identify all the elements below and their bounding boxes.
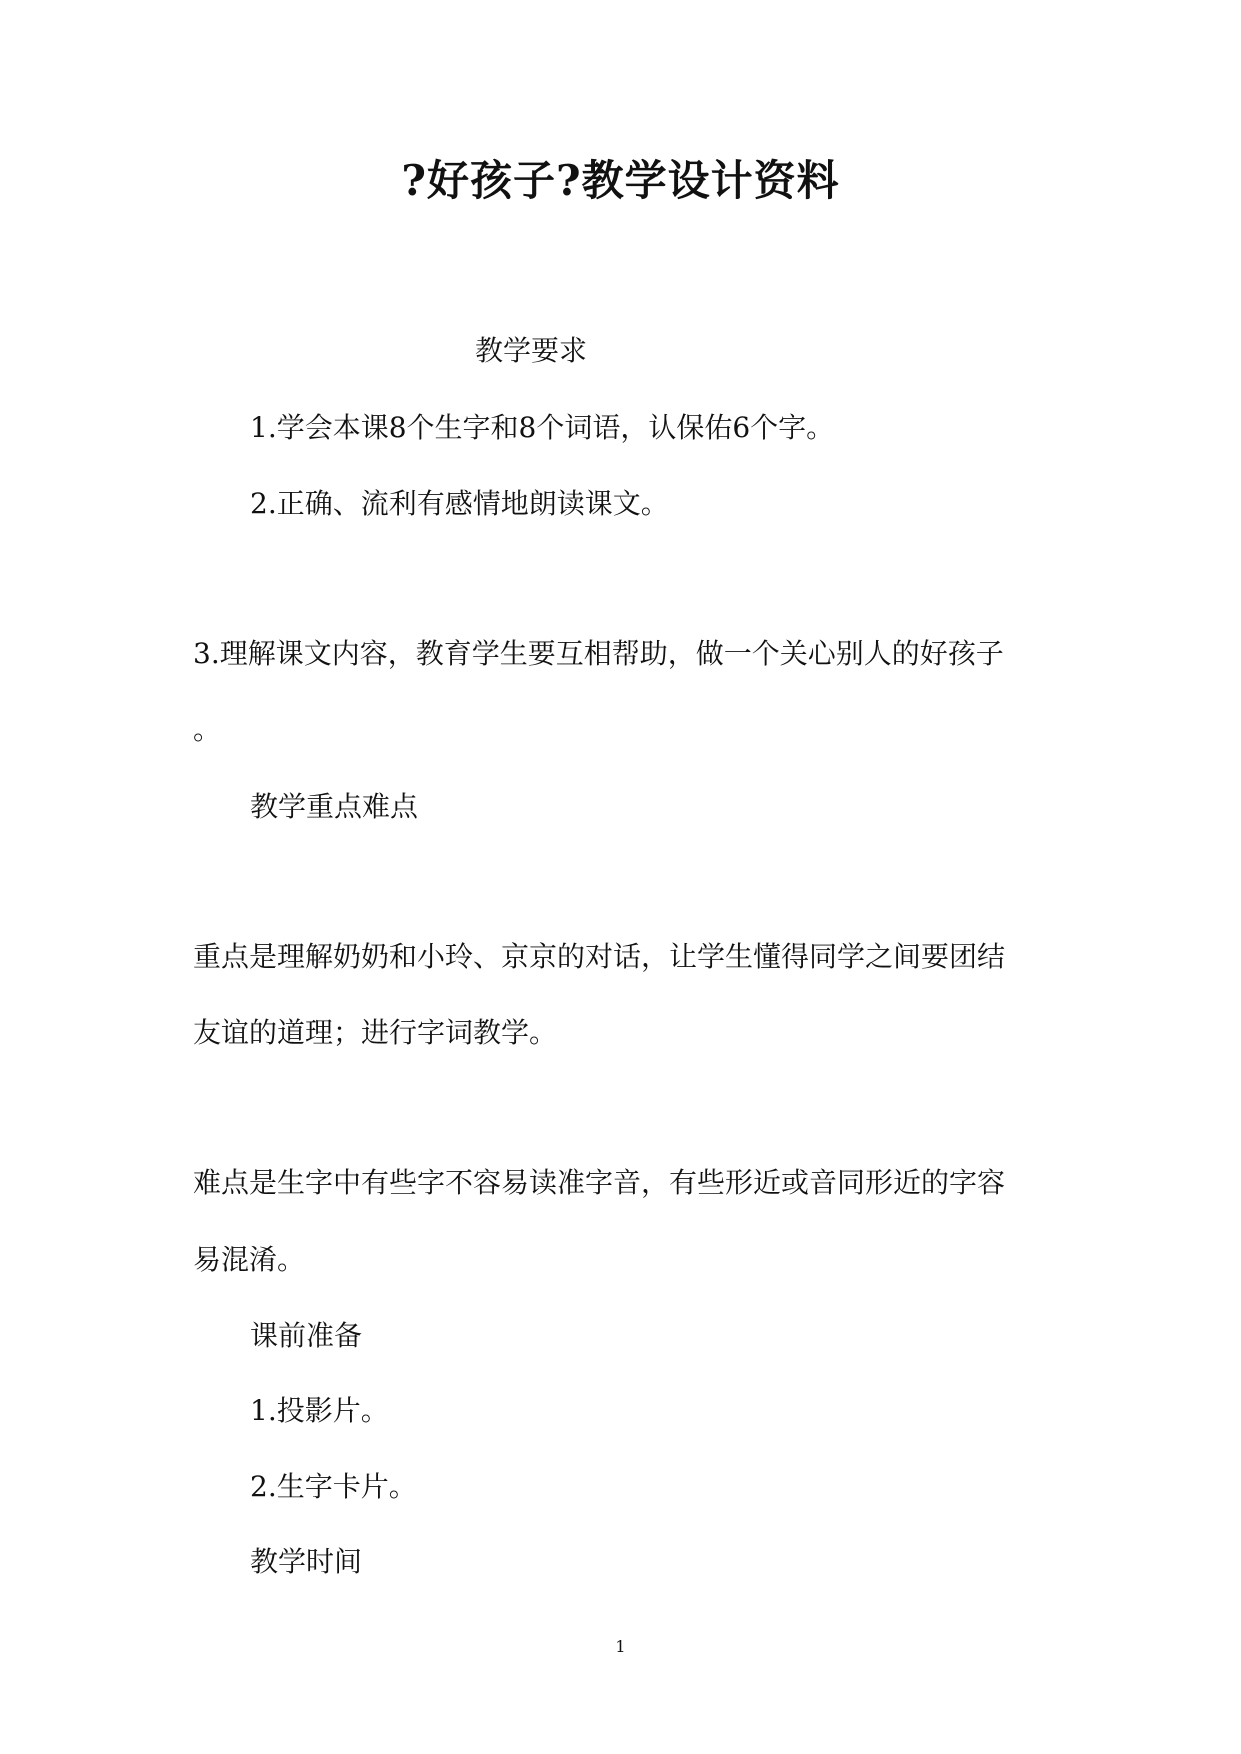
section-heading-key-points: 教学重点难点 (250, 790, 419, 823)
preparation-item-2: 2.生字卡片。 (250, 1470, 417, 1503)
preparation-item-1: 1.投影片。 (250, 1394, 389, 1427)
key-point-line-1: 重点是理解奶奶和小玲、京京的对话，让学生懂得同学之间要团结 (193, 940, 1006, 973)
document-title: ?好孩子?教学设计资料 (401, 156, 840, 205)
requirement-item-1: 1.学会本课8个生字和8个词语，认保佑6个字。 (250, 411, 835, 444)
difficulty-line-1: 难点是生字中有些字不容易读准字音，有些形近或音同形近的字容 (193, 1166, 1006, 1199)
section-heading-requirements: 教学要求 (475, 334, 588, 367)
requirement-item-2: 2.正确、流利有感情地朗读课文。 (250, 487, 669, 520)
difficulty-line-2: 易混淆。 (193, 1243, 306, 1276)
requirement-item-3-line-2: 。 (193, 713, 222, 746)
page-number: 1 (615, 1637, 626, 1656)
section-heading-preparation: 课前准备 (250, 1319, 363, 1352)
requirement-item-3-line-1: 3.理解课文内容，教育学生要互相帮助，做一个关心别人的好孩子 (193, 637, 1004, 670)
section-heading-time: 教学时间 (250, 1545, 363, 1578)
key-point-line-2: 友谊的道理；进行字词教学。 (193, 1016, 558, 1049)
